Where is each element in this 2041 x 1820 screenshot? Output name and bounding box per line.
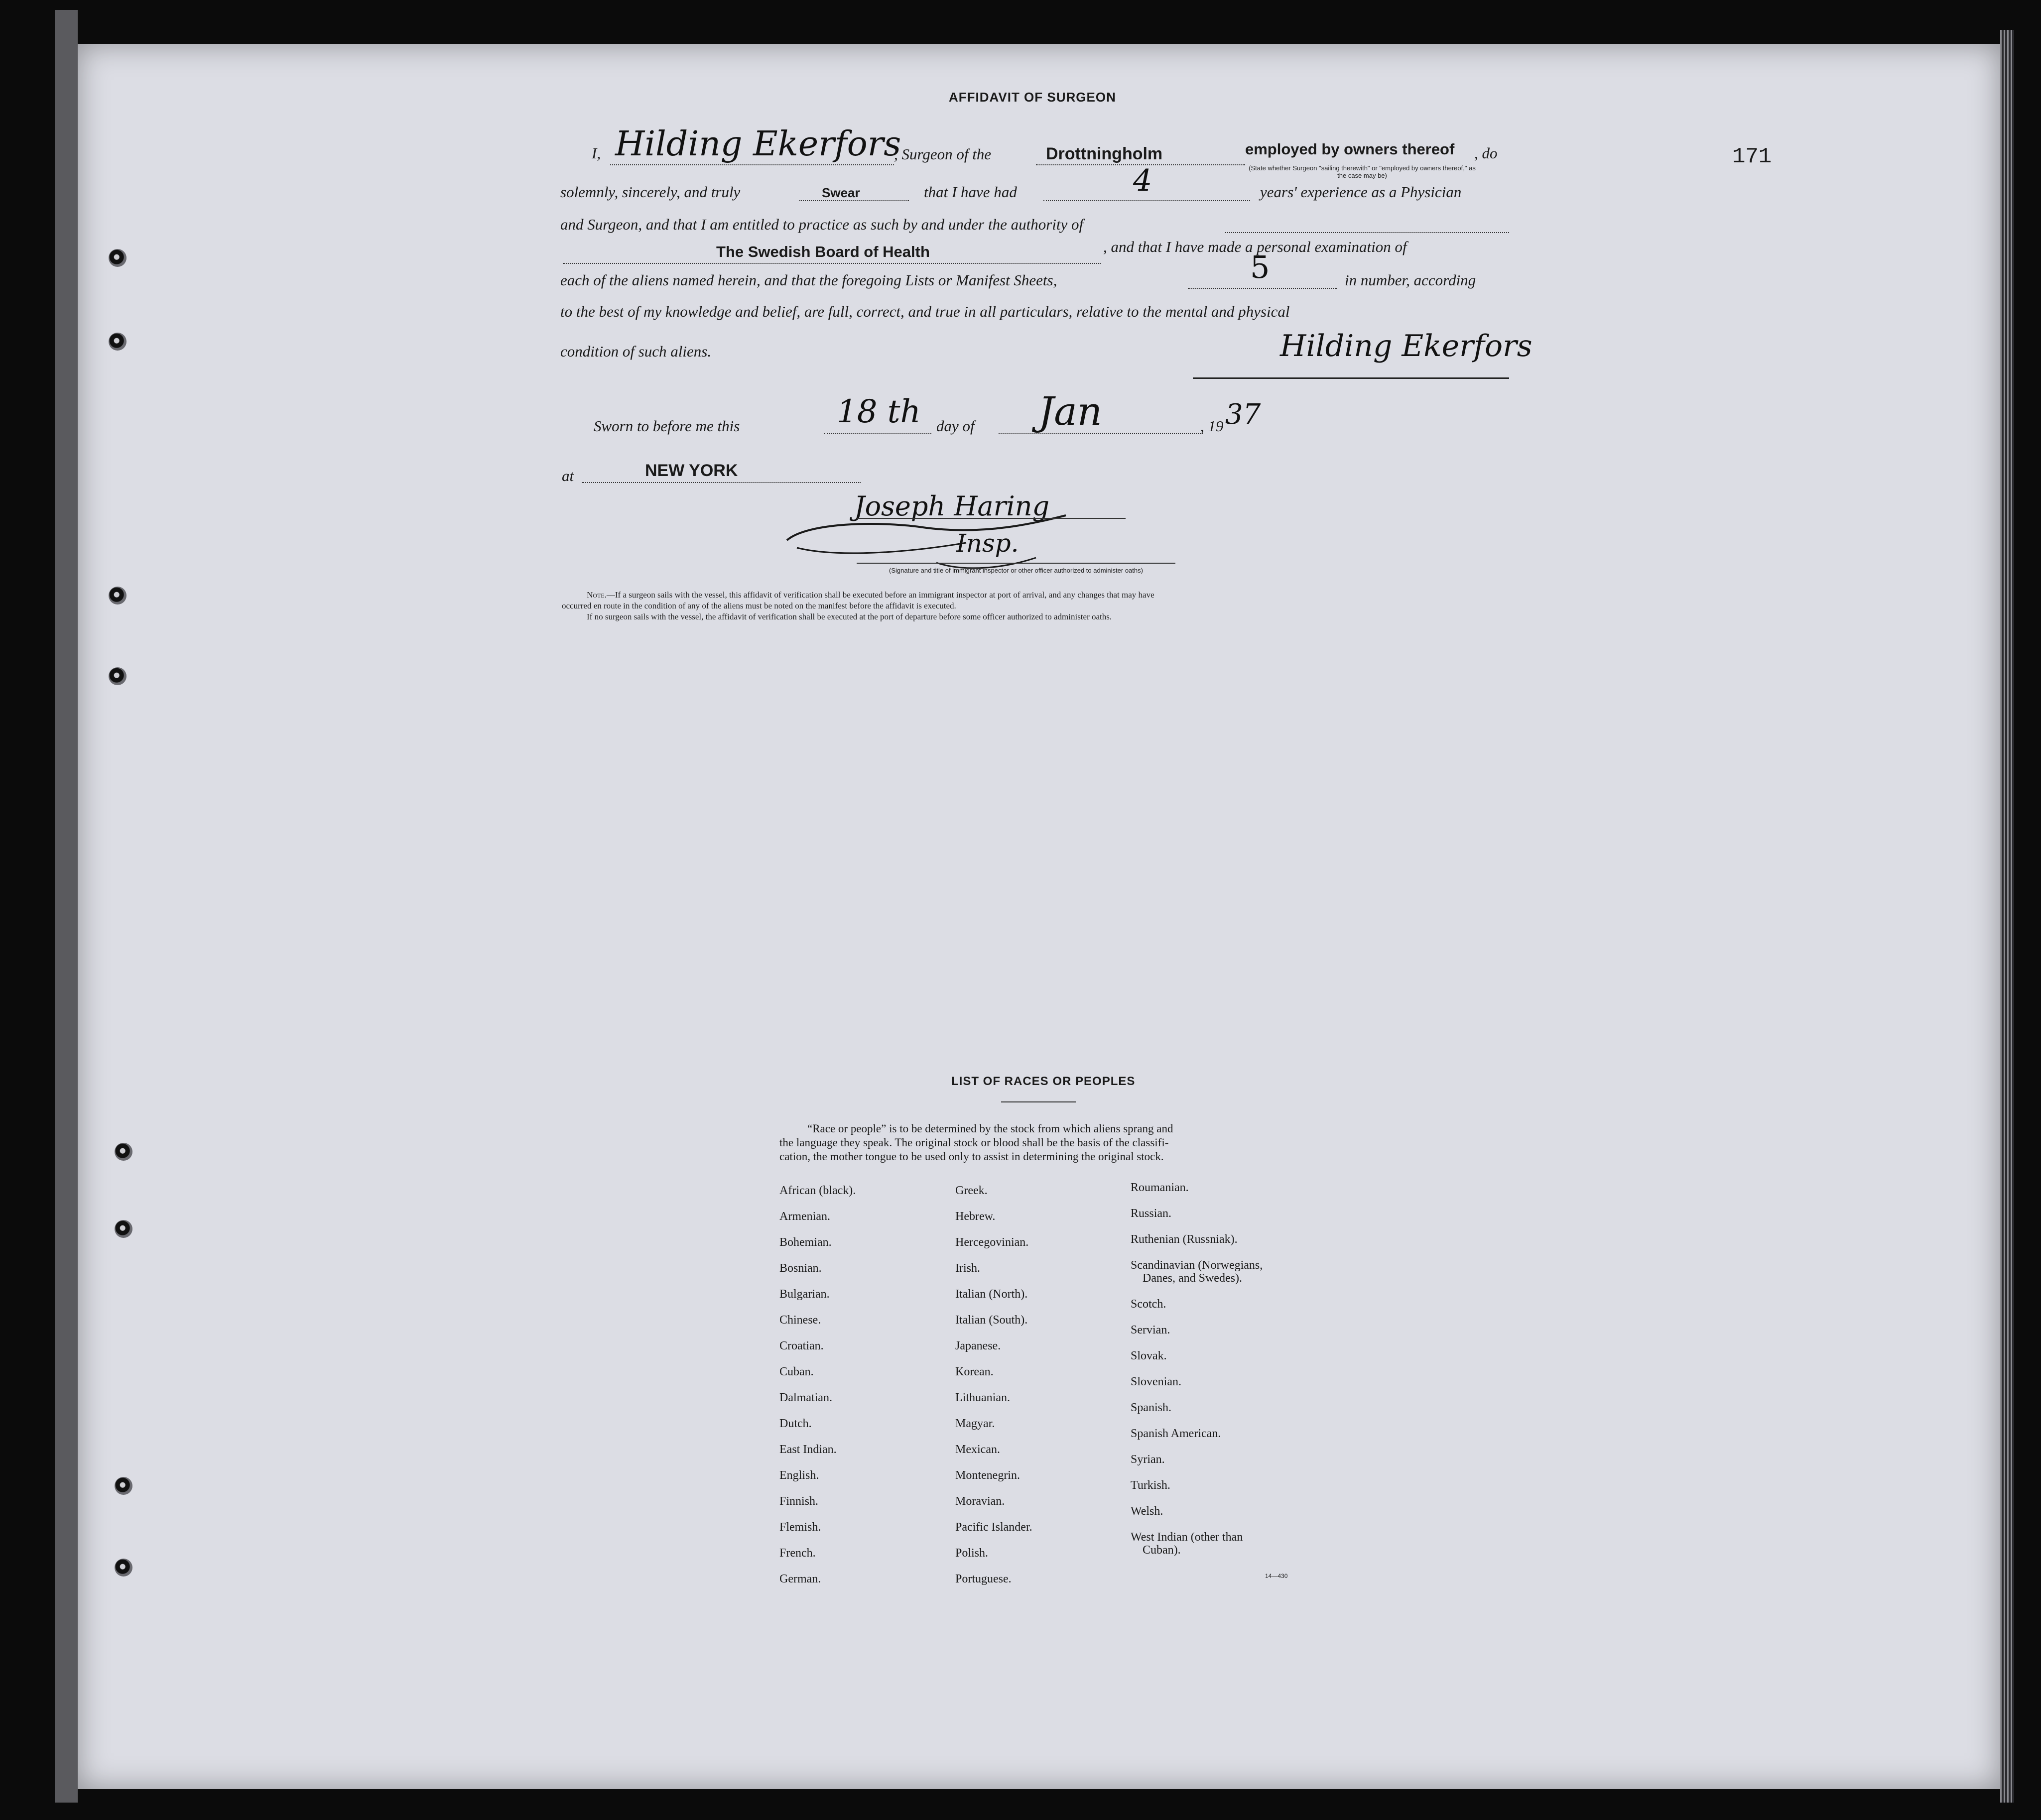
surgeon-signature: Hilding Ekerfors <box>1280 329 1532 364</box>
race-entry: Greek. <box>955 1184 988 1197</box>
binder-hole <box>109 249 127 267</box>
race-entry: English. <box>779 1469 819 1482</box>
sheets-value: 5 <box>1250 249 1270 285</box>
race-entry: Slovenian. <box>1131 1375 1181 1388</box>
officer-title-line <box>857 563 1175 564</box>
line1-end: , do <box>1474 144 1498 162</box>
note-text-1: —If a surgeon sails with the vessel, this affidavit of verification shall be executed before an immigrant inspector at port of arrival, and any changes that may have <box>606 590 1154 600</box>
sworn-month: Jan <box>1038 389 1103 434</box>
place-line <box>582 482 861 483</box>
race-entry: Magyar. <box>955 1417 995 1430</box>
surgeon-name-line <box>610 164 894 165</box>
races-intro <box>779 1122 1302 1164</box>
binder-hole <box>115 1220 132 1238</box>
race-entry: Spanish American. <box>1131 1427 1221 1440</box>
race-entry: Scandinavian (Norwegians, <box>1131 1259 1263 1272</box>
note-line-1 <box>587 590 1513 600</box>
years-line <box>1043 200 1250 201</box>
binder-hole <box>115 1143 132 1161</box>
binding-strip <box>55 10 78 1803</box>
race-entry: African (black). <box>779 1184 856 1197</box>
race-entry: French. <box>779 1547 816 1560</box>
surgeon-name: Hilding Ekerfors <box>615 124 901 164</box>
race-entry: East Indian. <box>779 1443 837 1456</box>
races-intro-line-3: cation, the mother tongue to be used only to assist in determining the original stock. <box>779 1150 1164 1163</box>
race-entry: Flemish. <box>779 1521 821 1534</box>
race-entry: Bohemian. <box>779 1236 832 1249</box>
note-line-2: occurred en route in the condition of any of the aliens must be noted on the manifest before the affidavit is executed. <box>562 601 956 610</box>
officer-title: Insp. <box>956 529 1019 558</box>
race-entry: Japanese. <box>955 1339 1001 1352</box>
binder-hole <box>109 333 127 351</box>
sworn-day: 18 th <box>837 393 921 430</box>
vessel-name: Drottningholm <box>1046 144 1163 163</box>
line5-end: in number, according <box>1345 271 1476 289</box>
race-entry: West Indian (other than <box>1131 1531 1243 1544</box>
race-entry: Moravian. <box>955 1495 1005 1508</box>
race-entry: Bulgarian. <box>779 1288 830 1301</box>
note-line-3: If no surgeon sails with the vessel, the affidavit of verification shall be executed at the port of departure before some officer authorized to administer oaths. <box>587 612 1112 621</box>
race-entry: Dalmatian. <box>779 1391 832 1404</box>
race-entry: Welsh. <box>1131 1505 1163 1518</box>
race-entry: Hebrew. <box>955 1210 996 1223</box>
employment-status: employed by owners thereof <box>1245 140 1455 158</box>
line1-prefix: I, <box>592 144 601 162</box>
line7: condition of such aliens. <box>560 343 712 360</box>
race-entry: Finnish. <box>779 1495 819 1508</box>
line2-prefix: solemnly, sincerely, and truly <box>560 183 741 201</box>
races-intro-line-1: “Race or people” is to be determined by the stock from which aliens sprang and <box>807 1122 1173 1135</box>
binder-hole <box>109 667 127 685</box>
binder-hole <box>115 1477 132 1495</box>
line6: to the best of my knowledge and belief, are full, correct, and true in all particulars, relative to the mental and physical <box>560 303 1290 320</box>
binder-hole <box>115 1559 132 1577</box>
race-entry: Spanish. <box>1131 1401 1172 1414</box>
sworn-place: NEW YORK <box>645 461 738 480</box>
race-entry: Croatian. <box>779 1339 824 1352</box>
race-entry: Danes, and Swedes). <box>1143 1272 1242 1285</box>
race-entry: Scotch. <box>1131 1298 1166 1311</box>
day-of-label: day of <box>936 417 975 435</box>
line1-mid: , Surgeon of the <box>894 145 992 163</box>
officer-signature-line <box>857 518 1126 519</box>
line3: and Surgeon, and that I am entitled to practice as such by and under the authority of <box>560 216 1084 233</box>
line4-end: , and that I have made a personal examination of <box>1103 238 1407 255</box>
affidavit-title: AFFIDAVIT OF SURGEON <box>949 90 1116 105</box>
race-entry: Hercegovinian. <box>955 1236 1029 1249</box>
race-entry: Mexican. <box>955 1443 1000 1456</box>
oath-word: Swear <box>822 185 860 200</box>
race-entry: Turkish. <box>1131 1479 1170 1492</box>
officer-caption: (Signature and title of immigrant inspector or other officer authorized to administer oaths) <box>889 567 1143 574</box>
signature-line <box>1193 377 1509 379</box>
race-entry: Montenegrin. <box>955 1469 1020 1482</box>
race-entry: Ruthenian (Russniak). <box>1131 1233 1238 1246</box>
years-value: 4 <box>1133 163 1152 198</box>
page-number: 171 <box>1732 144 1772 169</box>
race-entry: Irish. <box>955 1262 980 1275</box>
sworn-year: 37 <box>1225 398 1261 431</box>
races-title-rule <box>1001 1101 1076 1102</box>
race-entry: Lithuanian. <box>955 1391 1010 1404</box>
at-label: at <box>562 467 574 485</box>
race-entry: Dutch. <box>779 1417 812 1430</box>
note-label: Note. <box>587 590 607 600</box>
race-entry: Cuban. <box>779 1365 814 1378</box>
race-entry: Italian (North). <box>955 1288 1028 1301</box>
form-number: 14—430 <box>1265 1573 1288 1579</box>
page-edges <box>2000 30 2014 1803</box>
officer-signature: Joseph Haring <box>854 490 1050 522</box>
race-entry: Chinese. <box>779 1314 821 1327</box>
race-entry: Polish. <box>955 1547 989 1560</box>
line2-end: years' experience as a Physician <box>1260 183 1462 201</box>
authority-line-top <box>1225 232 1509 233</box>
line5-prefix: each of the aliens named herein, and that the foregoing Lists or Manifest Sheets, <box>560 271 1057 289</box>
authority-line <box>563 263 1101 264</box>
year-prefix: , 19 <box>1200 417 1224 435</box>
race-entry: Bosnian. <box>779 1262 822 1275</box>
race-entry: Pacific Islander. <box>955 1521 1032 1534</box>
sworn-prefix: Sworn to before me this <box>594 417 740 435</box>
race-entry: Italian (South). <box>955 1314 1028 1327</box>
line2-mid: that I have had <box>924 183 1017 201</box>
race-entry: Armenian. <box>779 1210 830 1223</box>
race-entry: Servian. <box>1131 1324 1170 1336</box>
race-entry: Roumanian. <box>1131 1181 1189 1194</box>
employment-note: (State whether Surgeon "sailing therewith" or "employed by owners thereof," as the case may be) <box>1249 164 1476 179</box>
authority-name: The Swedish Board of Health <box>716 243 930 260</box>
sheets-line <box>1188 288 1337 289</box>
race-entry: Russian. <box>1131 1207 1172 1220</box>
race-entry: Korean. <box>955 1365 994 1378</box>
binder-hole <box>109 587 127 605</box>
races-title: LIST OF RACES OR PEOPLES <box>951 1075 1136 1088</box>
race-entry: Syrian. <box>1131 1453 1165 1466</box>
races-intro-line-2: the language they speak. The original stock or blood shall be the basis of the classifi- <box>779 1136 1169 1149</box>
race-entry: Slovak. <box>1131 1349 1167 1362</box>
day-line <box>824 433 931 434</box>
race-entry: German. <box>779 1573 821 1585</box>
race-entry: Cuban). <box>1143 1544 1181 1557</box>
race-entry: Portuguese. <box>955 1573 1012 1585</box>
